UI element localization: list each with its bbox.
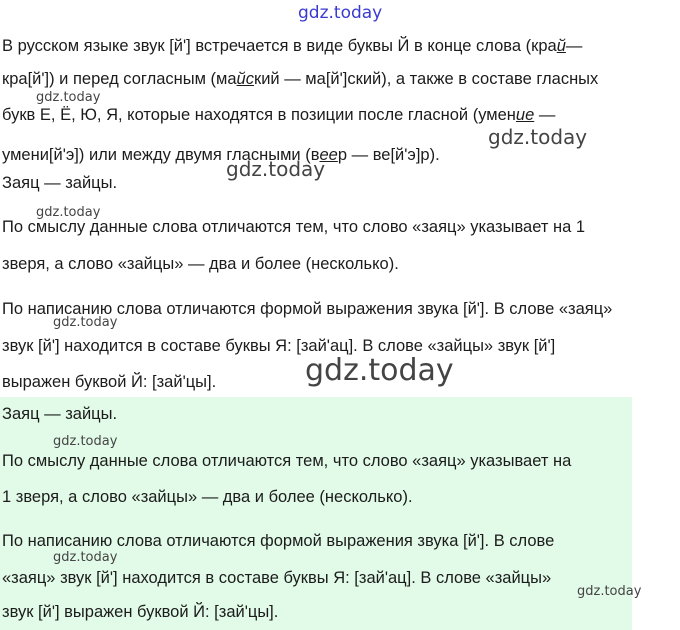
answer1-spelling-line-2: звук [й'] находится в составе буквы Я: [зай'ац]. В слове «зайцы» звук [й'] <box>2 337 556 355</box>
answer2-spelling-line-2: «заяц» звук [й'] находится в составе буквы Я: [зай'ац]. В слове «зайцы» <box>2 569 552 587</box>
intro-line-3: букв Е, Ё, Ю, Я, которые находятся в позиции после гласной (умение — <box>2 106 556 124</box>
intro-line-1: В русском языке звук [й'] встречается в виде буквы Й в конце слова (край— <box>2 37 583 55</box>
watermark-text: gdz.today <box>488 125 588 149</box>
intro-marked-letters: ее <box>319 146 338 164</box>
intro-line-4: умени[й'э]) или между двумя гласными (веер — ве[й'э]р). <box>2 146 440 164</box>
header-watermark: gdz.today <box>298 3 383 23</box>
answer1-meaning-line-1: По смыслу данные слова отличаются тем, что слово «заяц» указывает на 1 <box>2 218 586 236</box>
answer2-spelling-line-1: По написанию слова отличаются формой выражения звука [й']. В слове <box>2 532 555 550</box>
intro-marked-letters: йс <box>236 70 254 88</box>
answer1-word-pair: Заяц — зайцы. <box>2 174 118 192</box>
watermark-text: gdz.today <box>305 353 454 388</box>
answer1-spelling-line-3: выражен буквой Й: [зай'цы]. <box>2 373 217 391</box>
intro-line-2: кра[й']) и перед согласным (майский — ма[й']ский), а также в составе гласных <box>2 70 599 88</box>
highlighted-answer-block <box>0 397 632 630</box>
watermark-text: gdz.today <box>577 584 642 599</box>
watermark-text: gdz.today <box>226 157 326 181</box>
answer2-word-pair: Заяц — зайцы. <box>2 405 118 423</box>
watermark-text: gdz.today <box>53 434 118 449</box>
answer1-meaning-line-2: зверя, а слово «зайцы» — два и более (несколько). <box>2 255 399 273</box>
intro-marked-letter: й <box>556 37 566 55</box>
intro-marked-letters: ие <box>515 106 535 124</box>
watermark-text: gdz.today <box>36 90 101 105</box>
answer2-spelling-line-3: звук [й'] выражен буквой Й: [зай'цы]. <box>2 603 279 621</box>
answer2-meaning-line-1: По смыслу данные слова отличаются тем, что слово «заяц» указывает на <box>2 452 572 470</box>
answer2-meaning-line-2: 1 зверя, а слово «зайцы» — два и более (несколько). <box>2 488 413 506</box>
answer1-spelling-line-1: По написанию слова отличаются формой выражения звука [й']. В слове «заяц» <box>2 300 613 318</box>
watermark-text: gdz.today <box>53 550 118 565</box>
watermark-text: gdz.today <box>36 205 101 220</box>
watermark-text: gdz.today <box>53 315 118 330</box>
